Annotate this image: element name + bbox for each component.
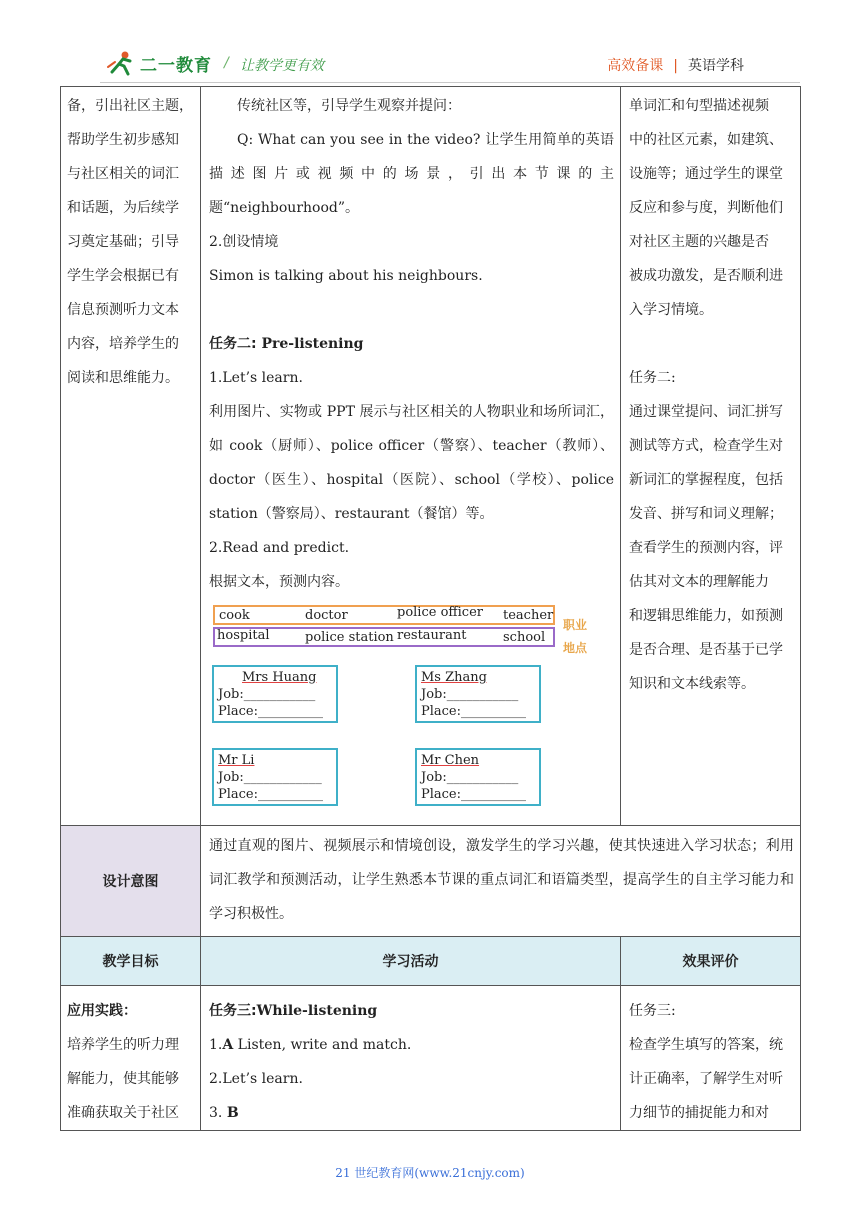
place-word: hospital: [217, 628, 270, 643]
predict-instruction: 根据文本，预测内容。: [209, 574, 349, 590]
activity-question: Q: What can you see in the video? 让学生用简单的英语描述图片或视频中的场景，引出本节课的主题“neighbourhood”。: [209, 132, 614, 216]
text-line: 中的社区元素，如建筑、: [629, 132, 783, 148]
text-line: 备，引出社区主题，: [67, 98, 193, 114]
subject-label: 英语学科: [688, 58, 744, 74]
text-line: 和逻辑思维能力，如预测: [629, 608, 783, 624]
spacer: [209, 293, 614, 327]
person-name: Ms Zhang: [421, 670, 487, 685]
text-line: 阅读和思维能力。: [67, 370, 179, 386]
page-footer: 21 世纪教育网(www.21cnjy.com): [335, 1166, 525, 1180]
person-card: [415, 748, 541, 806]
place-word: police station: [305, 630, 394, 645]
evaluation-title: 任务三:: [629, 1003, 676, 1019]
goal-cell: [61, 986, 201, 1131]
text-line: 计正确率，了解学生对听: [629, 1071, 783, 1087]
job-word: cook: [219, 608, 250, 623]
place-blank: Place:__________: [421, 704, 527, 719]
activity-cell: [201, 87, 621, 826]
task3-name: While-listening: [256, 1003, 378, 1019]
step-label: B: [226, 1105, 239, 1121]
evaluation-cell: [621, 986, 801, 1131]
goal-content: [61, 986, 200, 1130]
text-line: 设施等；通过学生的课堂: [629, 166, 783, 182]
text-line: 估其对文本的理解能力: [629, 574, 769, 590]
person-name: Mr Li: [218, 753, 255, 768]
step-label: A: [222, 1037, 234, 1053]
place-blank: Place:__________: [218, 704, 324, 719]
page-header: [0, 0, 860, 86]
place-word: restaurant: [397, 628, 467, 643]
course-label: 高效备课: [607, 58, 664, 74]
goal-cell: [61, 87, 201, 826]
evaluation-header: 效果评价: [621, 937, 801, 986]
places-tag: 地点: [563, 641, 588, 655]
step-b: [209, 1096, 614, 1130]
text-line: 习奠定基础；引导: [67, 234, 179, 250]
text-line: 培养学生的听力理: [67, 1037, 179, 1053]
goal-header: 教学目标: [61, 937, 201, 986]
activity-step-2: 2.创设情境: [209, 234, 279, 250]
step-prefix: 3.: [209, 1105, 227, 1121]
jobs-box: [213, 605, 555, 625]
person-card: [212, 665, 338, 723]
text-line: 入学习情境。: [629, 302, 713, 318]
vocab-paragraph: 利用图片、实物或 PPT 展示与社区相关的人物职业和场所词汇，如 cook（厨师）、police officer（警察）、teacher（教师）、doctor（医生）、hospital（医院）、school（学校）、police station（警察局）、restaurant（餐馆）等。: [209, 404, 614, 522]
text-line: 知识和文本线索等。: [629, 676, 755, 692]
text-line: 新词汇的掌握程度，包括: [629, 472, 783, 488]
task2-prefix: 任务二:: [209, 336, 262, 352]
text-line: 学生学会根据已有: [67, 268, 179, 284]
text-line: [629, 327, 794, 361]
place-blank: Place:__________: [218, 787, 324, 802]
person-card: [212, 748, 338, 806]
vocab-figure: [209, 605, 609, 825]
text-line: 检查学生填写的答案，统: [629, 1037, 783, 1053]
person-name: Mrs Huang: [242, 670, 317, 685]
text-line: 信息预测听力文本: [67, 302, 179, 318]
task2-title: [209, 327, 614, 361]
text-line: 查看学生的预测内容，评: [629, 540, 783, 556]
text-line: 与社区相关的词汇: [67, 166, 179, 182]
step-text: Listen, write and match.: [233, 1037, 412, 1053]
text-line: 对社区主题的兴趣是否: [629, 234, 769, 250]
goal-text: [61, 87, 200, 395]
evaluation-cell: [621, 87, 801, 826]
slogan-slash: /: [224, 55, 229, 71]
design-text: 通过直观的图片、视频展示和情境创设，激发学生的学习兴趣，使其快速进入学习状态；利用词汇教学和预测活动，让学生熟悉本节课的重点词汇和语篇类型，提高学生的自主学习能力和学习积极性。: [209, 838, 794, 922]
activity-content: [201, 986, 620, 1130]
task3-title: [209, 994, 614, 1028]
evaluation-content: [621, 986, 800, 1130]
design-row: [61, 826, 801, 937]
step-prefix: 1.: [209, 1037, 223, 1053]
job-blank: Job:____________: [218, 770, 322, 785]
activity-content: [201, 87, 620, 825]
text-line: 被成功激发，是否顺利进: [629, 268, 783, 284]
header-right: [607, 55, 744, 75]
text-line: 反应和参与度，判断他们: [629, 200, 783, 216]
text-line: 单词汇和句型描述视频: [629, 98, 769, 114]
header-separator: |: [673, 58, 678, 74]
person-card: [415, 665, 541, 723]
text-line: 测试等方式，检查学生对: [629, 438, 783, 454]
activity-cell: [201, 986, 621, 1131]
text-line: 帮助学生初步感知: [67, 132, 179, 148]
activity-header: 学习活动: [201, 937, 621, 986]
design-label: 设计意图: [61, 826, 201, 937]
task3-prefix: 任务三:: [209, 1003, 257, 1019]
goal-title: 应用实践：: [67, 1003, 137, 1019]
table-row: [61, 986, 801, 1131]
logo-text: 二一教育: [140, 55, 212, 76]
text-line: 通过课堂提问、词汇拼写: [629, 404, 783, 420]
place-blank: Place:__________: [421, 787, 527, 802]
runner-logo-icon: [106, 50, 136, 76]
header-divider: [100, 82, 800, 83]
text-line: 任务二:: [629, 370, 676, 386]
place-word: school: [503, 630, 546, 645]
job-blank: Job:___________: [421, 687, 519, 702]
slogan: 让教学更有效: [240, 58, 324, 74]
text-line: 发音、拼写和词义理解；: [629, 506, 783, 522]
text-line: 解能力，使其能够: [67, 1071, 179, 1087]
job-word: teacher: [503, 608, 554, 623]
job-blank: Job:___________: [218, 687, 316, 702]
text-line: 力细节的捕捉能力和对: [629, 1105, 769, 1121]
person-name: Mr Chen: [421, 753, 480, 768]
table-row: [61, 87, 801, 826]
lets-learn: 1.Let’s learn.: [209, 370, 303, 386]
evaluation-lines: [629, 1028, 794, 1130]
text-line: 是否合理、是否基于已学: [629, 642, 783, 658]
job-word: police officer: [397, 605, 483, 620]
text-line: 和话题，为后续学: [67, 200, 179, 216]
lesson-plan-table: [60, 86, 801, 1131]
places-box: [213, 627, 555, 647]
job-word: doctor: [305, 608, 348, 623]
goal-lines: [67, 1028, 194, 1130]
design-text-cell: [201, 826, 801, 937]
task2-name: Pre-listening: [261, 336, 364, 352]
read-predict: 2.Read and predict.: [209, 540, 350, 556]
activity-paragraph: 传统社区等，引导学生观察并提问：: [237, 98, 461, 114]
jobs-tag: 职业: [563, 618, 588, 632]
text-line: 内容，培养学生的: [67, 336, 179, 352]
evaluation-text: [621, 87, 800, 701]
lets-learn: 2.Let’s learn.: [209, 1071, 303, 1087]
activity-situation: Simon is talking about his neighbours.: [209, 268, 483, 284]
logo: [106, 50, 212, 76]
listen-step: [209, 1028, 614, 1062]
job-blank: Job:___________: [421, 770, 519, 785]
text-line: 准确获取关于社区: [67, 1105, 179, 1121]
column-header-row: [61, 937, 801, 986]
